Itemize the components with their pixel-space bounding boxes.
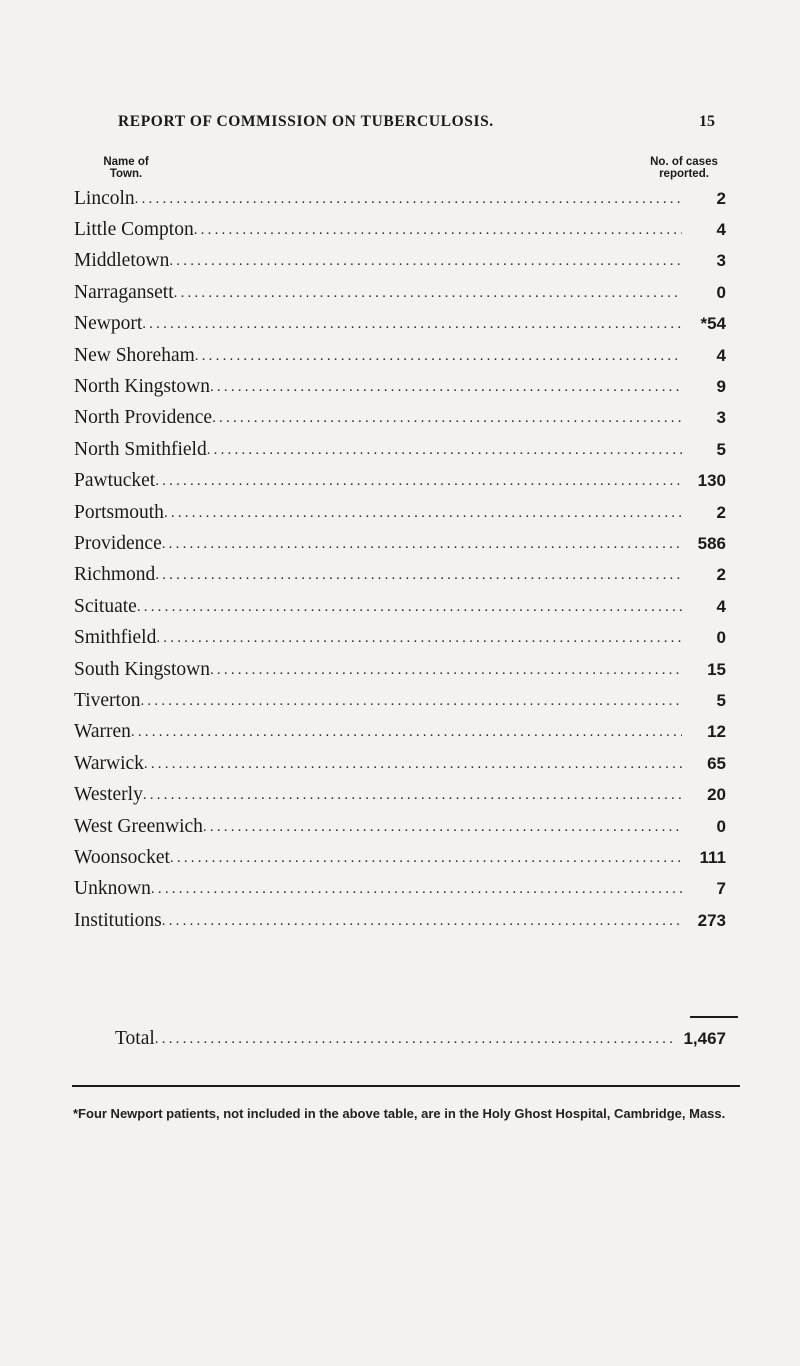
town-name: North Kingstown — [74, 376, 210, 398]
town-name: Scituate — [74, 595, 137, 617]
table-row — [74, 466, 726, 497]
dot-leader — [164, 501, 682, 525]
dot-leader — [155, 1027, 678, 1051]
dot-leader — [162, 532, 682, 556]
case-count: 4 — [716, 220, 726, 240]
town-name: North Smithfield — [74, 438, 207, 460]
dot-leader — [155, 563, 682, 587]
cases-table — [74, 183, 726, 936]
town-name: Westerly — [74, 784, 143, 806]
cases-header-line2: reported. — [659, 167, 709, 180]
town-name: Providence — [74, 532, 162, 554]
dot-leader — [142, 312, 682, 336]
dot-leader — [135, 187, 682, 211]
dot-leader — [143, 783, 682, 807]
town-name: Narragansett — [74, 281, 174, 303]
dot-leader — [137, 595, 682, 619]
town-name: Newport — [74, 313, 143, 335]
case-count: 15 — [707, 659, 726, 679]
dot-leader — [210, 658, 682, 682]
case-count: 273 — [697, 910, 726, 930]
dot-leader — [144, 752, 682, 776]
dot-leader — [207, 438, 682, 462]
case-count: 111 — [699, 847, 726, 867]
town-header-line2: Town. — [109, 167, 143, 180]
case-count: 0 — [716, 282, 726, 302]
town-name: Richmond — [74, 564, 156, 586]
case-count: 0 — [716, 816, 726, 836]
town-column-header — [76, 157, 176, 180]
case-count: 4 — [716, 345, 726, 365]
town-name: Smithfield — [74, 627, 157, 649]
table-row — [74, 434, 726, 465]
town-header-line1: Name of — [103, 156, 149, 168]
dot-leader — [210, 375, 682, 399]
total-value: 1,467 — [683, 1028, 726, 1048]
dot-leader — [155, 469, 682, 493]
table-row — [74, 874, 726, 905]
case-count: 7 — [716, 879, 726, 899]
case-count: 12 — [707, 722, 726, 742]
case-count: 9 — [716, 377, 726, 397]
table-row — [74, 403, 726, 434]
table-row — [74, 214, 726, 245]
town-name: Woonsocket — [74, 846, 170, 868]
table-row — [74, 748, 726, 779]
case-count: 2 — [716, 188, 726, 208]
footnote: *Four Newport patients, not included in the above table, are in the Holy Ghost Hospital, Cambridge, Mass. — [73, 1106, 726, 1121]
table-row — [74, 560, 726, 591]
running-head — [0, 113, 800, 133]
cases-column-header — [639, 157, 729, 180]
table-row — [74, 811, 726, 842]
page-number: 15 — [699, 113, 715, 130]
town-name: West Greenwich — [74, 815, 203, 837]
case-count: 5 — [716, 439, 726, 459]
table-row — [74, 591, 726, 622]
footnote-rule — [72, 1085, 740, 1087]
table-row — [74, 685, 726, 716]
dot-leader — [151, 877, 682, 901]
dot-leader — [162, 909, 682, 933]
case-count: 2 — [716, 565, 726, 585]
total-label: Total — [115, 1027, 155, 1049]
table-row — [74, 842, 726, 873]
dot-leader — [174, 281, 682, 305]
cases-header-line1: No. of cases — [650, 156, 718, 168]
table-row — [74, 246, 726, 277]
dot-leader — [131, 720, 682, 744]
case-count: 3 — [716, 408, 726, 428]
table-row — [74, 528, 726, 559]
town-name: Lincoln — [74, 187, 135, 209]
town-name: Unknown — [74, 878, 151, 900]
table-row — [74, 717, 726, 748]
running-title: REPORT OF COMMISSION ON TUBERCULOSIS. — [118, 113, 494, 130]
town-name: North Providence — [74, 407, 213, 429]
table-row — [74, 277, 726, 308]
dot-leader — [212, 406, 682, 430]
table-row — [74, 905, 726, 936]
total-row — [115, 1023, 726, 1054]
town-name: Warwick — [74, 752, 144, 774]
dot-leader — [203, 815, 682, 839]
case-count: *54 — [700, 314, 726, 334]
dot-leader — [169, 249, 682, 273]
town-name: Pawtucket — [74, 470, 156, 492]
case-count: 65 — [707, 753, 726, 773]
town-name: Middletown — [74, 250, 170, 272]
case-count: 3 — [716, 251, 726, 271]
dot-leader — [170, 846, 682, 870]
town-name: South Kingstown — [74, 658, 210, 680]
case-count: 0 — [716, 628, 726, 648]
town-name: Tiverton — [74, 689, 141, 711]
town-name: Little Compton — [74, 219, 194, 241]
table-row — [74, 309, 726, 340]
town-name: Portsmouth — [74, 501, 164, 523]
case-count: 20 — [707, 785, 726, 805]
total-rule — [690, 1016, 738, 1018]
table-row — [74, 183, 726, 214]
table-row — [74, 779, 726, 810]
town-name: Warren — [74, 721, 131, 743]
case-count: 4 — [716, 596, 726, 616]
dot-leader — [140, 689, 682, 713]
table-row — [74, 340, 726, 371]
dot-leader — [194, 218, 682, 242]
case-count: 586 — [697, 533, 726, 553]
dot-leader — [195, 344, 682, 368]
town-name: Institutions — [74, 909, 162, 931]
table-row — [74, 654, 726, 685]
table-row — [74, 371, 726, 402]
table-row — [74, 622, 726, 653]
table-row — [74, 497, 726, 528]
case-count: 5 — [716, 690, 726, 710]
dot-leader — [156, 626, 682, 650]
case-count: 130 — [697, 471, 726, 491]
town-name: New Shoreham — [74, 344, 195, 366]
case-count: 2 — [716, 502, 726, 522]
